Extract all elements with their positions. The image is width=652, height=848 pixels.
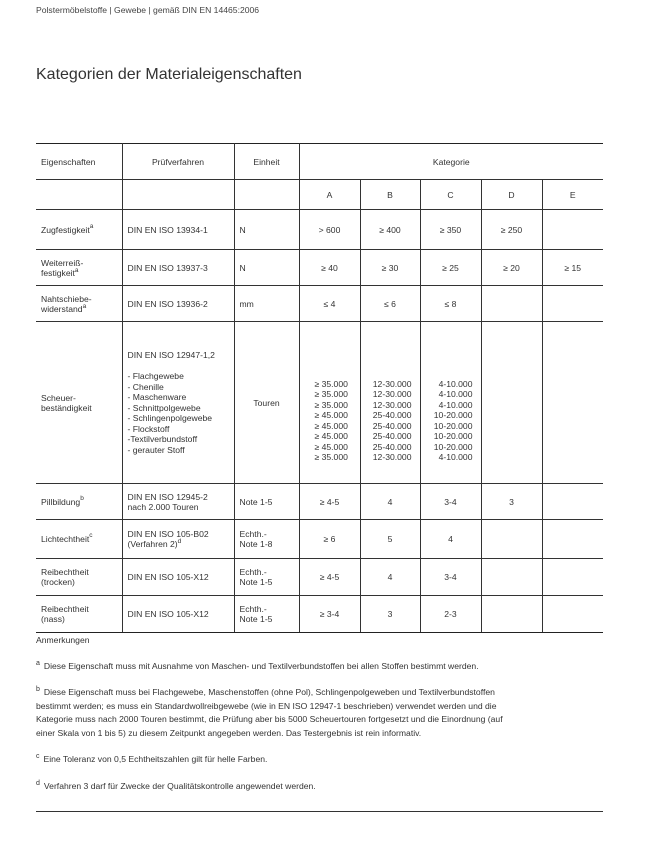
value-a: ≥ 40	[299, 250, 360, 286]
method-text: DIN EN ISO 12947-1,2	[127, 350, 215, 360]
value-e	[542, 596, 603, 633]
table-row	[36, 286, 603, 322]
unit-cell: N	[234, 210, 299, 250]
value-e	[542, 520, 603, 559]
empty-cell	[36, 180, 122, 210]
method-cell: DIN EN ISO 13937-3	[122, 250, 234, 286]
value-d: 3	[481, 484, 542, 520]
property-cell: Weiterreiß- festigkeit$^a$	[36, 250, 122, 286]
value-e	[542, 210, 603, 250]
unit-cell: mm	[234, 286, 299, 322]
value-b: ≤ 6	[360, 286, 420, 322]
material-properties-table	[36, 143, 603, 633]
unit-cell: Note 1-5	[234, 484, 299, 520]
method-cell: DIN EN ISO 12945-2 nach 2.000 Touren	[122, 484, 234, 520]
value-c: 2-3	[420, 596, 481, 633]
property-cell: Reibechtheit (trocken)	[36, 559, 122, 596]
value-d: ≥ 20	[481, 250, 542, 286]
table-row	[36, 596, 603, 633]
value-e	[542, 286, 603, 322]
method-cell: DIN EN ISO 105-X12	[122, 559, 234, 596]
value-e	[542, 322, 603, 484]
note-a: $^a$ Diese Eigenschaft muss mit Ausnahme von Maschen- und Textilverbundstoffen bei allen Stoffen bestimmt werden.	[36, 660, 479, 671]
value-b: 4	[360, 559, 420, 596]
table-row	[36, 250, 603, 286]
value-c: 3-4	[420, 484, 481, 520]
value-b: 3	[360, 596, 420, 633]
empty-cell	[234, 180, 299, 210]
value-a: > 600	[299, 210, 360, 250]
method-cell: DIN EN ISO 13934-1	[122, 210, 234, 250]
value-c: 4-10.000 4-10.000 4-10.000 10-20.000 10-20.000 10-20.000 10-20.000 4-10.000	[420, 322, 481, 484]
property-cell: Zugfestigkeit$^a$	[36, 210, 122, 250]
unit-cell: Echth.- Note 1-5	[234, 596, 299, 633]
category-e: E	[542, 180, 603, 210]
header-property: Eigenschaften	[36, 144, 122, 180]
running-header: Polstermöbelstoffe | Gewebe | gemäß DIN EN 14465:2006	[36, 5, 260, 15]
table-row	[36, 322, 603, 484]
material-list: - Flachgewebe - Chenille - Maschenware - Schnittpolgewebe - Schlingenpolgewebe - Flockstoff -Textilverbundstoff - gerauter Stoff	[127, 371, 213, 455]
property-cell: Reibechtheit (nass)	[36, 596, 122, 633]
unit-cell: N	[234, 250, 299, 286]
value-d	[481, 559, 542, 596]
header-row	[36, 144, 603, 180]
value-d	[481, 596, 542, 633]
value-b: ≥ 30	[360, 250, 420, 286]
header-unit: Einheit	[234, 144, 299, 180]
value-a: ≥ 6	[299, 520, 360, 559]
notes-heading: Anmerkungen	[36, 635, 90, 645]
table-row	[36, 210, 603, 250]
category-letter-row	[36, 180, 603, 210]
method-cell	[122, 322, 234, 484]
empty-cell	[122, 180, 234, 210]
value-b: ≥ 400	[360, 210, 420, 250]
value-e	[542, 559, 603, 596]
value-a: ≥ 4-5	[299, 484, 360, 520]
method-cell: DIN EN ISO 105-B02 (Verfahren 2)$^d$	[122, 520, 234, 559]
value-a: ≥ 3-4	[299, 596, 360, 633]
value-e: ≥ 15	[542, 250, 603, 286]
property-cell: Nahtschiebe- widerstand$^a$	[36, 286, 122, 322]
value-b: 5	[360, 520, 420, 559]
property-cell: Pillbildung$^b$	[36, 484, 122, 520]
value-d	[481, 286, 542, 322]
category-a: A	[299, 180, 360, 210]
page-title: Kategorien der Materialeigenschaften	[36, 66, 302, 83]
category-c: C	[420, 180, 481, 210]
bottom-rule	[36, 811, 603, 812]
property-cell: Lichtechtheit$^c$	[36, 520, 122, 559]
unit-cell: Touren	[234, 322, 299, 484]
note-d: $^d$ Verfahren 3 darf für Zwecke der Qualitätskontrolle angewendet werden.	[36, 780, 316, 791]
value-a: ≤ 4	[299, 286, 360, 322]
header-method: Prüfverfahren	[122, 144, 234, 180]
table-row	[36, 520, 603, 559]
value-d	[481, 322, 542, 484]
unit-cell: Echth.- Note 1-5	[234, 559, 299, 596]
value-c: ≤ 8	[420, 286, 481, 322]
value-c: ≥ 25	[420, 250, 481, 286]
value-c: 3-4	[420, 559, 481, 596]
property-cell: Scheuer- beständigkeit	[36, 322, 122, 484]
value-c: 4	[420, 520, 481, 559]
value-c: ≥ 350	[420, 210, 481, 250]
value-d	[481, 520, 542, 559]
value-b: 12-30.000 12-30.000 12-30.000 25-40.000 25-40.000 25-40.000 25-40.000 12-30.000	[360, 322, 420, 484]
value-a: ≥ 35.000 ≥ 35.000 ≥ 35.000 ≥ 45.000 ≥ 45.000 ≥ 45.000 ≥ 45.000 ≥ 35.000	[299, 322, 360, 484]
value-a: ≥ 4-5	[299, 559, 360, 596]
header-category: Kategorie	[299, 144, 603, 180]
table-row	[36, 559, 603, 596]
value-b: 4	[360, 484, 420, 520]
unit-cell: Echth.- Note 1-8	[234, 520, 299, 559]
table-row	[36, 484, 603, 520]
category-b: B	[360, 180, 420, 210]
note-b: $^b$ Diese Eigenschaft muss bei Flachgewebe, Maschenstoffen (ohne Pol), Schlingenpolgeweben und Textilverbundstoffen bestimmt werden; es muss ein Standardwollreibgewebe (wie in EN ISO 12947-1 beschrieben) verwendet werden und die Kategorie muss nach 2000 Touren bestimmt, die Prüfung aber bis 5000 Scheuertouren fortgesetzt und die Einordnung (auf einer Skala von 1 bis 5) zu diesem Zeitpunkt angegeben werden. Das Testergebnis ist rein informativ.	[36, 686, 503, 738]
category-d: D	[481, 180, 542, 210]
method-cell: DIN EN ISO 13936-2	[122, 286, 234, 322]
note-c: $^c$ Eine Toleranz von 0,5 Echtheitszahlen gilt für helle Farben.	[36, 753, 268, 764]
method-cell: DIN EN ISO 105-X12	[122, 596, 234, 633]
value-d: ≥ 250	[481, 210, 542, 250]
value-e	[542, 484, 603, 520]
